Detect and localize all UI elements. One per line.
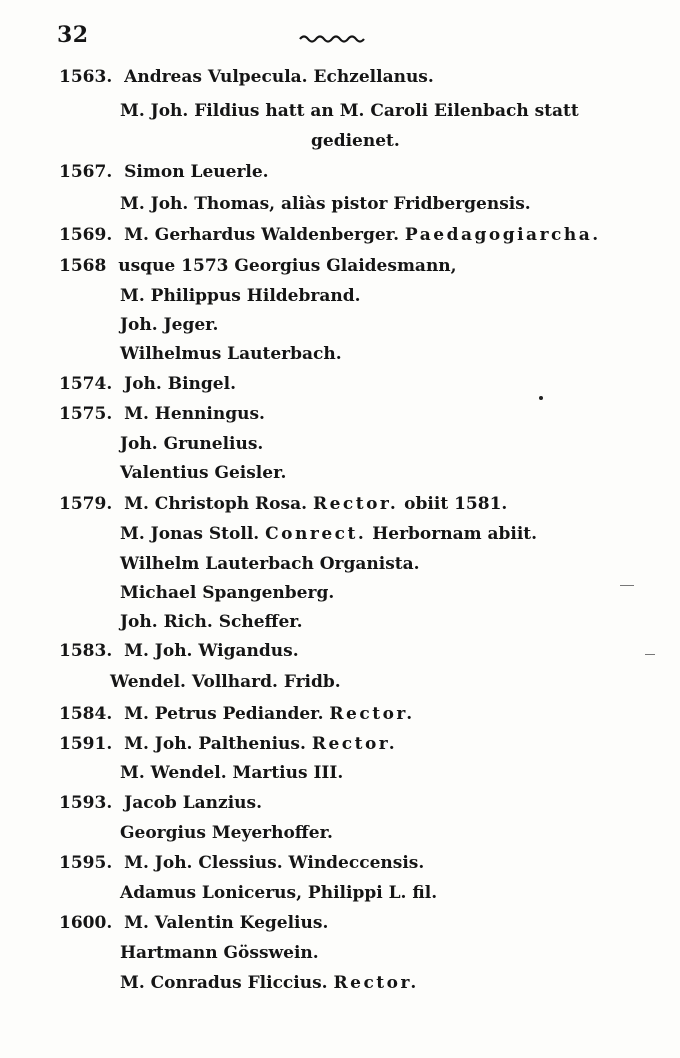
entry-line	[120, 285, 361, 307]
entry-line	[120, 822, 333, 844]
entry-text: Georgius Meyerhoffer.	[120, 823, 333, 843]
entry-year: 1574.	[59, 374, 113, 394]
entry-line	[59, 733, 397, 755]
entry-text: Wendel. Vollhard. Fridb.	[110, 672, 341, 692]
entry-text: M. Joh. Palthenius.	[124, 734, 306, 754]
entry-line	[120, 462, 286, 484]
entry-title: Conrect.	[265, 524, 367, 544]
entry-year: 1595.	[59, 853, 113, 873]
entry-year: 1568	[59, 256, 107, 276]
entry-text: Valentius Geisler.	[120, 463, 287, 483]
entry-line	[120, 762, 343, 784]
entry-line	[120, 343, 342, 365]
entry-note: Herbornam abiit.	[372, 524, 538, 544]
header-ornament	[298, 32, 368, 44]
entry-year: 1567.	[59, 162, 113, 182]
entry-line	[120, 942, 319, 964]
entry-text: usque 1573 Georgius Glaidesmann,	[118, 256, 457, 276]
entry-line	[120, 972, 419, 994]
entry-text: Joh. Grunelius.	[120, 434, 264, 454]
entry-line	[311, 130, 400, 152]
entry-text: M. Joh. Fildius hatt an M. Caroli Eilenbach statt	[120, 101, 579, 121]
entry-line	[120, 523, 537, 545]
entry-line	[59, 255, 457, 277]
entry-title: Rector.	[311, 734, 398, 754]
entry-note: obiit 1581.	[404, 494, 508, 514]
entry-line	[120, 193, 531, 215]
entry-year: 1575.	[59, 404, 113, 424]
entry-title: Rector.	[333, 973, 419, 993]
entry-text: gedienet.	[311, 131, 400, 151]
entry-text: M. Joh. Thomas, aliàs pistor Fridbergensis.	[120, 194, 531, 214]
entry-title: Paedagogiarcha.	[404, 225, 601, 245]
entry-text: Jacob Lanzius.	[124, 793, 262, 813]
entry-line	[120, 314, 218, 336]
entry-line	[59, 493, 507, 515]
entry-text: M. Wendel. Martius III.	[120, 763, 344, 783]
entry-text: Michael Spangenberg.	[120, 583, 335, 603]
entry-text: M. Joh. Wigandus.	[124, 641, 299, 661]
entry-year: 1593.	[59, 793, 113, 813]
entry-year: 1591.	[59, 734, 113, 754]
entry-line	[120, 100, 579, 122]
entry-line	[59, 792, 262, 814]
entry-year: 1583.	[59, 641, 113, 661]
entry-text: Simon Leuerle.	[124, 162, 269, 182]
entry-line	[120, 433, 263, 455]
entry-line	[59, 640, 299, 662]
entry-text: Adamus Lonicerus, Philippi L. fil.	[120, 883, 438, 903]
scan-mark	[645, 654, 655, 655]
entry-text: M. Philippus Hildebrand.	[120, 286, 361, 306]
entry-text: Joh. Jeger.	[120, 315, 219, 335]
entry-line	[120, 582, 334, 604]
page-number: 32	[57, 22, 89, 48]
entry-title: Rector.	[312, 494, 399, 514]
entry-text: M. Christoph Rosa.	[124, 494, 308, 514]
entry-line	[120, 553, 420, 575]
entry-text: M. Valentin Kegelius.	[124, 913, 329, 933]
entry-year: 1584.	[59, 704, 113, 724]
entry-year: 1600.	[59, 913, 113, 933]
scan-mark	[620, 585, 634, 586]
entry-text: Joh. Rich. Scheffer.	[120, 612, 303, 632]
entry-year: 1563.	[59, 67, 113, 87]
entry-line	[59, 373, 236, 395]
entry-text: M. Conradus Fliccius.	[120, 973, 328, 993]
entry-text: Joh. Bingel.	[124, 374, 237, 394]
entry-line	[59, 703, 415, 725]
entry-text: Wilhelmus Lauterbach.	[120, 344, 342, 364]
entry-text: Andreas Vulpecula. Echzellanus.	[124, 67, 434, 87]
entry-line	[59, 66, 434, 88]
entry-line	[59, 912, 328, 934]
entry-text: Hartmann Gösswein.	[120, 943, 319, 963]
entry-line	[120, 882, 437, 904]
entry-text: M. Gerhardus Waldenberger.	[124, 225, 399, 245]
entry-line	[59, 161, 269, 183]
entry-line	[120, 611, 303, 633]
entry-year: 1579.	[59, 494, 113, 514]
entry-line	[59, 224, 601, 246]
entry-text: M. Joh. Clessius. Windeccensis.	[124, 853, 425, 873]
entry-line	[59, 852, 424, 874]
entry-title: Rector.	[329, 704, 415, 724]
entry-line	[59, 403, 265, 425]
entry-text: M. Petrus Pediander.	[124, 704, 324, 724]
entry-year: 1569.	[59, 225, 113, 245]
entry-line	[110, 671, 341, 693]
entry-text: M. Jonas Stoll.	[120, 524, 260, 544]
scan-speck	[539, 396, 543, 400]
entry-text: Wilhelm Lauterbach Organista.	[120, 554, 420, 574]
entry-text: M. Henningus.	[124, 404, 265, 424]
